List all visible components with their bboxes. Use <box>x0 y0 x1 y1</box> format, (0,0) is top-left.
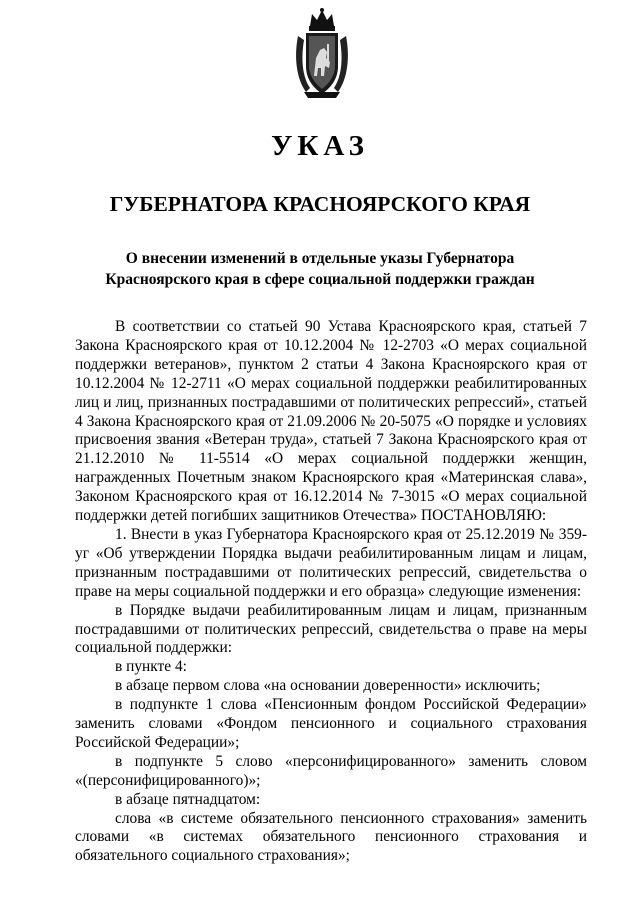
document-heading <box>100 248 540 290</box>
heading-line-2: Красноярского края в сфере социальной поддержки граждан <box>105 271 535 288</box>
document-title: УКАЗ <box>271 130 369 162</box>
krasnoyarsk-coat-of-arms-icon <box>294 6 350 100</box>
paragraph-item-1: 1. Внести в указ Губернатора Красноярского края от 25.12.2019 № 359-уг «Об утверждении Порядка выдачи реабилитированным лицам и лицам, признанным пострадавшими от политических репрессий, свидетельства о праве на меры социальной поддержки и его образца» следующие изменения: <box>75 525 587 600</box>
paragraph-point-4: в пункте 4: <box>115 658 187 676</box>
paragraph-first-abzac: в абзаце первом слова «на основании доверенности» исключить; <box>115 677 541 695</box>
paragraph-subpoint-1: в подпункте 1 слова «Пенсионным фондом Российской Федерации» заменить словами «Фондом пенсионного и социального страхования Российской Федерации»; <box>75 696 587 751</box>
paragraph-procedure: в Порядке выдачи реабилитированным лицам и лицам, признанным пострадавшими от политических репрессий, свидетельства о праве на меры социальной поддержки: <box>75 601 587 657</box>
heading-line-1: О внесении изменений в отдельные указы Губернатора <box>125 250 515 267</box>
paragraph-preamble: В соответствии со статьей 90 Устава Красноярского края, статьей 7 Закона Красноярского края от 10.12.2004 № 12-2703 «О мерах социальной поддержки ветеранов», пунктом 2 статьи 4 Закона Красноярского края от 10.12.2004 № 12-2711 «О мерах социальной поддержки реабилитированных лиц и лиц, признанных пострадавшими от политических репрессий», статьей 4 Закона Красноярского края от 21.09.2006 № 20-5075 «О порядке и условиях присвоения звания «Ветеран труда», статьей 7 Закона Красноярского края от 21.12.2010 № 11-5514 «О мерах социальной поддержки женщин, награжденных Почетным знаком Красноярского края «Материнская слава», Законом Красноярского края от 16.12.2014 № 7-3015 «О мерах социальной поддержки детей погибших защитников Отечества» ПОСТАНОВЛЯЮ: <box>75 318 587 525</box>
paragraph-abzac-15: в абзаце пятнадцатом: <box>115 790 261 808</box>
document-body <box>75 318 587 866</box>
paragraph-words-replace: слова «в системе обязательного пенсионного страхования» заменить словами «в системах обязательного пенсионного страхования и обязательного социального страхования»; <box>75 809 587 865</box>
paragraph-subpoint-5: в подпункте 5 слово «персонифицированного» заменить словом «(персонифицированного)»; <box>75 752 587 789</box>
document-subtitle: ГУБЕРНАТОРА КРАСНОЯРСКОГО КРАЯ <box>109 192 531 216</box>
